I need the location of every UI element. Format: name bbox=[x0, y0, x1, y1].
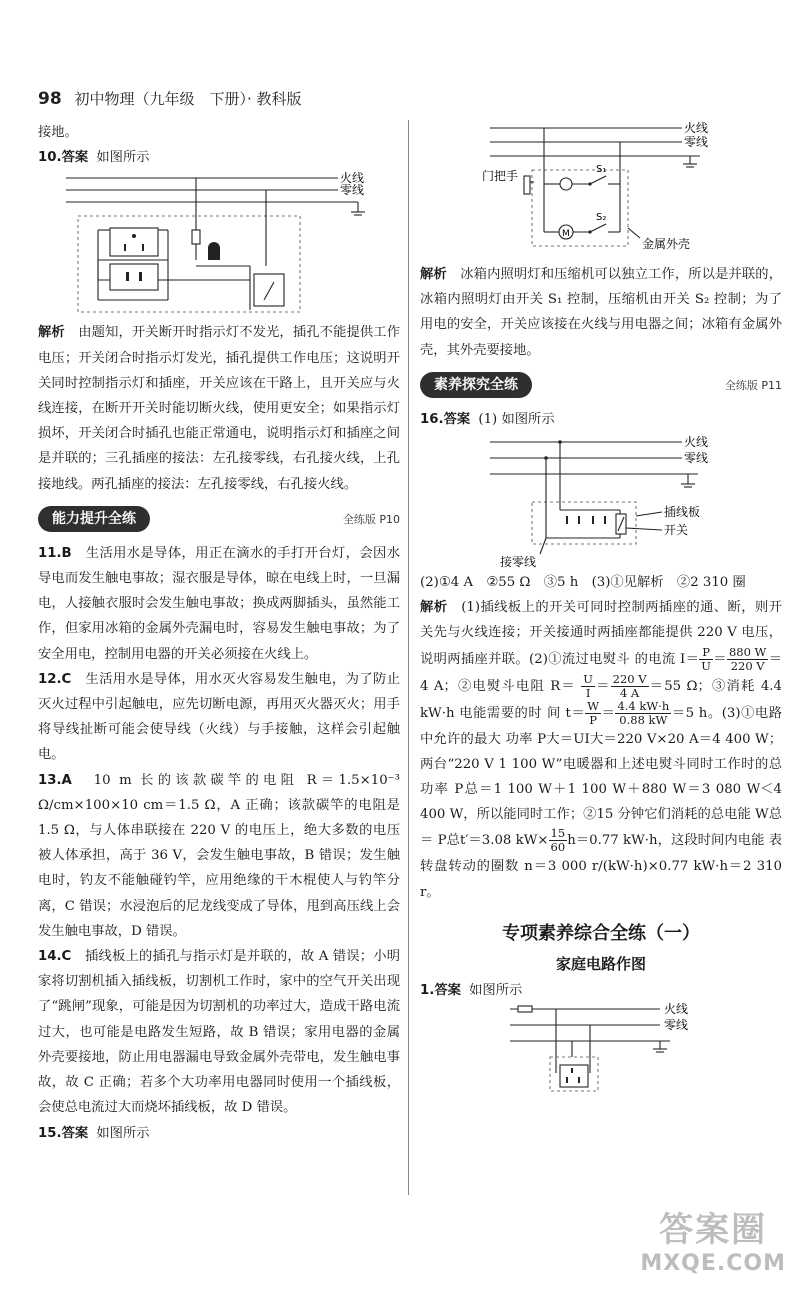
s1-number: 1. bbox=[420, 982, 435, 998]
s1-label: S₁ bbox=[596, 164, 607, 175]
q15-number: 15. bbox=[38, 1125, 62, 1141]
q16-formula-line4 bbox=[437, 826, 769, 855]
section-subtitle: 家庭电路作图 bbox=[555, 954, 646, 973]
watermark-text: 答案圈 bbox=[659, 1210, 768, 1250]
q16-live-label: 火线 bbox=[684, 435, 709, 450]
s1-answer bbox=[420, 978, 782, 1003]
q10-answer bbox=[38, 145, 400, 170]
frac6-den: 0.88 kW bbox=[619, 712, 668, 727]
q16-text-energy: ＝55 Ω；③消耗 4.4 kW·h 电能需要的时 bbox=[420, 678, 782, 721]
banner-ability-label: 能力提升全练 bbox=[38, 506, 150, 532]
fraction-44-over-088 bbox=[615, 700, 671, 727]
q10-live-label: 火线 bbox=[340, 171, 365, 186]
q16-analysis-label: 解析 bbox=[420, 600, 448, 616]
q13-text: 10 m 长的该款碳竿的电阻 R＝1.5×10⁻³ Ω/cm×100×10 cm＝1.5 Ω，A 正确；该款碳竿的电阻是 1.5 Ω，与人体串联接在 220 V 的电压上，绝大多数的电压被人体承担，高于 36 V，会发生触电事故，B 错误；发生触电时，钓友不能触碰钓竿，应用绝缘的干木棍使人与钓竿分离，C 错误；水浸泡后的尼龙线变成了导体，甩到高压线上会发生触电事故，D 错误。 bbox=[38, 772, 400, 939]
banner-literacy-label: 素养探究全练 bbox=[420, 372, 532, 398]
q12-number: 12.C bbox=[38, 671, 72, 687]
s1-answer-text: 如图所示 bbox=[469, 982, 523, 998]
q10-analysis-label: 解析 bbox=[38, 325, 65, 341]
fraction-880-over-220 bbox=[727, 646, 768, 673]
q15-analysis bbox=[420, 262, 782, 363]
q16-text-time: 间 t＝ bbox=[546, 705, 586, 721]
fridge-live-label: 火线 bbox=[684, 121, 709, 135]
power-strip-label: 插线板 bbox=[664, 505, 701, 520]
right-column bbox=[420, 120, 782, 1095]
book-title: 初中物理（九年级 下册）· 教科版 bbox=[74, 90, 302, 108]
q15-analysis-text: 冰箱内照明灯和压缩机可以独立工作，所以是并联的，冰箱内照明灯由开关 S₁ 控制，压缩机由开关 S₂ 控制；为了用电的安全，开关应该接在火线与用电器之间；冰箱有金属外壳，其外壳要接地。 bbox=[420, 267, 783, 358]
q10-analysis-text: 由题知，开关断开时指示灯不发光，插孔不能提供工作电压；开关闭合时指示灯发光，插孔提供工作电压；这说明开关同时控制指示灯和插座，开关应该在干路上，且开关应与火线连接，在断开开关时能切断火线，使用更安全；如果指示灯损坏，开关闭合时插孔也能正常通电，说明指示灯和插座之间是并联的；三孔插座的接法：左孔接零线，右孔接火线，上孔接地线。两孔插座的接法：左孔接零线，右孔接火线。 bbox=[38, 325, 401, 492]
frac7-num: 15 bbox=[550, 826, 566, 841]
fridge-circuit-diagram bbox=[420, 120, 782, 262]
metal-shell-label: 金属外壳 bbox=[642, 237, 691, 251]
watermark-url: MXQE.COM bbox=[640, 1251, 786, 1276]
fraction-15-over-60 bbox=[549, 827, 568, 854]
q11-text: 生活用水是导体，用正在滴水的手打开台灯，会因水导电而发生触电事故；湿衣服是导体，晾在电线上时，一旦漏电，人接触衣服时会发生触电事故；换成两脚插头，虽然能工作，但家用冰箱的金属外壳漏电时，容易发生触电事故；为了安全用电，控制用电器的开关必须接在火线上。 bbox=[38, 545, 401, 662]
q15-answer bbox=[38, 1121, 400, 1146]
q16-answer-label: 答案 bbox=[443, 411, 471, 427]
frac2-num: 880 W bbox=[728, 644, 767, 659]
section-title: 专项素养综合全练（一） bbox=[502, 922, 700, 944]
frac3-den: I bbox=[585, 685, 591, 700]
q12 bbox=[38, 667, 400, 768]
q10-neutral-label: 零线 bbox=[340, 183, 365, 198]
q10-number: 10. bbox=[38, 150, 62, 166]
q16-text-result: h＝0.77 kW·h，这段时间内电能 bbox=[567, 833, 765, 849]
q14-text: 插线板上的插孔与指示灯是并联的，故 A 错误；小明家将切割机插入插线板，切割机工作时，家中的空气开关出现了“跳闸”现象，可能是因为切割机的功率过大，造成干路电流过大，也可能是电路发生短路，故 B 错误；家用电器的金属外壳要接地，防止用电器漏电导致金属外壳带电，发生触电事故，故 C 正确；若多个大功率用电器同时使用一个插线板，会使总电流过大而烧坏插线板，故 D 错误。 bbox=[38, 949, 401, 1116]
q16-circuit-diagram bbox=[420, 432, 782, 570]
frac5-num: W bbox=[587, 698, 600, 713]
q16-results: (2)①4 A ②55 Ω ③5 h (3)①见解析 ②2 310 圈 bbox=[420, 575, 746, 591]
column-divider bbox=[408, 120, 409, 1195]
q16-neutral-label: 零线 bbox=[684, 451, 709, 466]
q16-eq3: ＝ bbox=[601, 705, 616, 721]
watermark-logo bbox=[640, 1202, 786, 1276]
q13-number: 13.A bbox=[38, 772, 72, 788]
q16-text-total: P总t′＝3.08 kW× bbox=[437, 833, 549, 849]
q16-power-text: 功率 P大＝UI大＝220 V×20 A＝4 400 W；两台“220 V 1 100 W”电暖器和上述电熨斗同时工作时的总功率 P总＝1 100 W＋1 100 W＋880 W＝3 080 W＜4 400 W，所以能同时工作；②15 分钟它们消耗的总电能 W总＝ bbox=[420, 731, 782, 849]
fraction-u-over-i bbox=[581, 673, 595, 700]
q16-analysis-part1: (1)插线板上的开关可同时控制两插座的通、断，则开关先与火线连接；开关接通时两插座都能提供 220 V 电压，说明两插座并联。(2)①流过电熨斗 bbox=[420, 600, 782, 667]
q15-analysis-label: 解析 bbox=[420, 267, 447, 282]
q10-answer-label: 答案 bbox=[61, 150, 89, 166]
q16-answer bbox=[420, 407, 782, 432]
q16-text-current: 的电流 I＝ bbox=[634, 651, 700, 667]
q14 bbox=[38, 944, 400, 1120]
q10-answer-text: 如图所示 bbox=[96, 150, 150, 166]
frac5-den: P bbox=[589, 712, 598, 727]
frac3-num: U bbox=[583, 671, 593, 686]
frac4-num: 220 V bbox=[612, 671, 647, 686]
q16-text-resistance: ＝4 A；②电熨斗电阻 R＝ bbox=[420, 651, 783, 694]
q11 bbox=[38, 541, 400, 667]
banner-ability bbox=[38, 505, 400, 533]
fraction-w-over-p bbox=[585, 700, 601, 727]
fridge-neutral-label: 零线 bbox=[684, 135, 709, 149]
fraction-220-over-4 bbox=[611, 673, 649, 700]
s1-live-label: 火线 bbox=[664, 1003, 689, 1017]
frac4-den: 4 A bbox=[619, 685, 640, 700]
q16-text-max: ＝5 h。(3)①电路中允许的最大 bbox=[420, 705, 783, 747]
switch-label: 开关 bbox=[664, 523, 689, 538]
banner-literacy bbox=[420, 371, 782, 399]
banner-ability-ref: 全练版 P10 bbox=[342, 512, 400, 526]
q16-answer-text: (1) 如图所示 bbox=[478, 411, 555, 427]
page-header bbox=[38, 88, 302, 109]
frac7-den: 60 bbox=[550, 840, 566, 855]
page-number: 98 bbox=[38, 89, 62, 109]
q15-answer-text: 如图所示 bbox=[96, 1125, 150, 1141]
fraction-p-over-u bbox=[699, 646, 713, 673]
neutral-connection-label: 接零线 bbox=[500, 555, 537, 570]
q16-meter-text: 表转盘转动的圈数 n＝3 000 r/(kW·h)×0.77 kW·h＝2 310 r。 bbox=[420, 833, 783, 900]
banner-literacy-ref: 全练版 P11 bbox=[724, 378, 782, 392]
q16-number: 16. bbox=[420, 411, 444, 427]
s1-neutral-label: 零线 bbox=[664, 1018, 689, 1033]
q16-eq2: ＝ bbox=[594, 678, 611, 694]
q10-analysis bbox=[38, 320, 400, 496]
s1-answer-label: 答案 bbox=[434, 982, 461, 998]
motor-label: M bbox=[562, 229, 570, 239]
q13 bbox=[38, 768, 400, 944]
q16-eq1: ＝ bbox=[712, 651, 727, 667]
s2-label: S₂ bbox=[596, 212, 607, 223]
q14-number: 14.C bbox=[38, 949, 72, 965]
s1-circuit-diagram bbox=[420, 1003, 782, 1095]
q15-answer-label: 答案 bbox=[61, 1125, 89, 1141]
continued-text: 接地。 bbox=[38, 125, 78, 140]
q11-number: 11.B bbox=[38, 545, 72, 561]
door-handle-label: 门把手 bbox=[482, 169, 519, 183]
q16-analysis bbox=[420, 595, 782, 905]
frac6-num: 4.4 kW·h bbox=[617, 698, 670, 713]
q10-circuit-diagram bbox=[38, 170, 400, 320]
left-column bbox=[38, 120, 400, 1146]
frac1-den: U bbox=[701, 658, 711, 673]
frac1-num: P bbox=[699, 646, 713, 660]
q12-text: 生活用水是导体，用水灭火容易发生触电，为了防止灭火过程中引起触电，应先切断电源，再用灭火器灭火；用手将导线扯断可能会使导线（火线）与手接触，这样会引起触电。 bbox=[38, 671, 401, 763]
frac2-den: 220 V bbox=[730, 658, 765, 673]
